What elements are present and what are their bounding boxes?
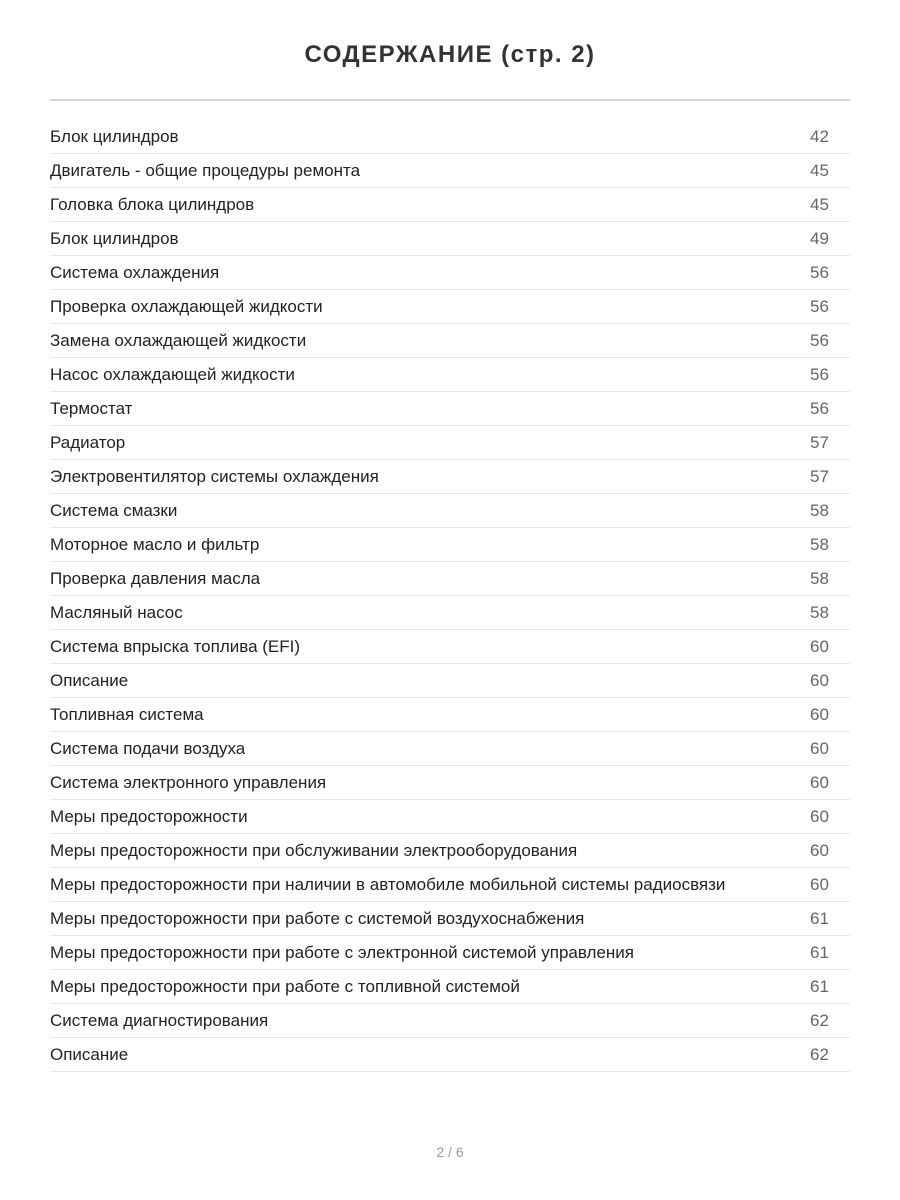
toc-entry-page-number: 58: [810, 535, 829, 554]
toc-entry-title: Система охлаждения: [50, 263, 220, 282]
toc-entry-title: Меры предосторожности при обслуживании электрооборудования: [50, 841, 578, 860]
toc-entry-title: Система впрыска топлива (EFI): [50, 637, 301, 656]
toc-entry[interactable]: [50, 154, 850, 188]
toc-entry-title: Масляный насос: [50, 603, 183, 622]
toc-entry-title: Система смазки: [50, 501, 178, 520]
page-title: СОДЕРЖАНИЕ (стр. 2): [304, 41, 596, 68]
toc-entry[interactable]: [50, 1004, 850, 1038]
toc-entry-title: Меры предосторожности: [50, 807, 248, 826]
toc-entry[interactable]: [50, 664, 850, 698]
toc-entry[interactable]: [50, 256, 850, 290]
toc-list: [50, 120, 850, 1072]
toc-entry[interactable]: [50, 324, 850, 358]
toc-entry-page-number: 56: [810, 297, 829, 316]
toc-entry-page-number: 57: [810, 467, 829, 486]
toc-entry-title: Двигатель - общие процедуры ремонта: [50, 161, 361, 180]
toc-entry-page-number: 62: [810, 1045, 829, 1064]
toc-entry-page-number: 56: [810, 263, 829, 282]
toc-entry[interactable]: [50, 936, 850, 970]
toc-entry[interactable]: [50, 834, 850, 868]
toc-entry-title: Моторное масло и фильтр: [50, 535, 260, 554]
toc-entry-page-number: 58: [810, 603, 829, 622]
toc-entry-title: Система подачи воздуха: [50, 739, 246, 758]
toc-entry-title: Меры предосторожности при работе с системой воздухоснабжения: [50, 909, 585, 928]
toc-entry-page-number: 57: [810, 433, 829, 452]
toc-entry-title: Электровентилятор системы охлаждения: [50, 467, 379, 486]
toc-entry[interactable]: [50, 188, 850, 222]
toc-entry-title: Головка блока цилиндров: [50, 195, 255, 214]
toc-entry-title: Блок цилиндров: [50, 229, 179, 248]
toc-entry-title: Термостат: [50, 399, 133, 418]
toc-entry[interactable]: [50, 562, 850, 596]
toc-entry-title: Радиатор: [50, 433, 126, 452]
toc-entry-page-number: 61: [810, 909, 829, 928]
toc-entry[interactable]: [50, 528, 850, 562]
toc-entry-page-number: 56: [810, 331, 829, 350]
toc-entry-page-number: 45: [810, 195, 829, 214]
toc-entry[interactable]: [50, 596, 850, 630]
toc-entry[interactable]: [50, 426, 850, 460]
toc-entry-title: Меры предосторожности при наличии в автомобиле мобильной системы радиосвязи: [50, 875, 726, 894]
toc-entry-page-number: 45: [810, 161, 829, 180]
toc-entry-title: Замена охлаждающей жидкости: [50, 331, 307, 350]
toc-entry[interactable]: [50, 902, 850, 936]
toc-entry-page-number: 60: [810, 705, 829, 724]
toc-entry-page-number: 49: [810, 229, 829, 248]
toc-entry[interactable]: [50, 970, 850, 1004]
toc-entry-page-number: 60: [810, 773, 829, 792]
toc-entry-page-number: 60: [810, 841, 829, 860]
toc-entry[interactable]: [50, 766, 850, 800]
toc-entry-title: Насос охлаждающей жидкости: [50, 365, 295, 384]
toc-entry[interactable]: [50, 800, 850, 834]
toc-entry-page-number: 62: [810, 1011, 829, 1030]
toc-entry-page-number: 60: [810, 875, 829, 894]
toc-entry-title: Меры предосторожности при работе с электронной системой управления: [50, 943, 634, 962]
toc-entry-page-number: 61: [810, 943, 829, 962]
toc-entry-page-number: 58: [810, 501, 829, 520]
toc-entry[interactable]: [50, 460, 850, 494]
toc-entry-page-number: 58: [810, 569, 829, 588]
toc-entry-title: Проверка охлаждающей жидкости: [50, 297, 323, 316]
toc-entry[interactable]: [50, 698, 850, 732]
toc-entry-page-number: 60: [810, 807, 829, 826]
toc-entry[interactable]: [50, 732, 850, 766]
toc-entry-title: Топливная система: [50, 705, 204, 724]
toc-entry-title: Описание: [50, 1045, 129, 1064]
toc-entry-title: Система электронного управления: [50, 773, 327, 792]
toc-entry-title: Система диагностирования: [50, 1011, 269, 1030]
toc-entry[interactable]: [50, 222, 850, 256]
toc-entry-title: Блок цилиндров: [50, 127, 179, 146]
toc-entry[interactable]: [50, 290, 850, 324]
toc-entry-title: Проверка давления масла: [50, 569, 261, 588]
toc-entry[interactable]: [50, 358, 850, 392]
toc-entry-page-number: 56: [810, 365, 829, 384]
toc-entry[interactable]: [50, 630, 850, 664]
toc-entry-page-number: 60: [810, 671, 829, 690]
toc-entry[interactable]: [50, 868, 850, 902]
toc-entry[interactable]: [50, 494, 850, 528]
toc-entry-page-number: 56: [810, 399, 829, 418]
toc-entry-title: Меры предосторожности при работе с топливной системой: [50, 977, 520, 996]
toc-entry-page-number: 60: [810, 739, 829, 758]
toc-entry[interactable]: [50, 392, 850, 426]
toc-entry[interactable]: [50, 120, 850, 154]
toc-entry-page-number: 60: [810, 637, 829, 656]
toc-entry-page-number: 42: [810, 127, 829, 146]
toc-entry-page-number: 61: [810, 977, 829, 996]
page-indicator: 2 / 6: [436, 1144, 464, 1160]
title-divider: [50, 99, 850, 101]
toc-entry[interactable]: [50, 1038, 850, 1072]
toc-entry-title: Описание: [50, 671, 129, 690]
